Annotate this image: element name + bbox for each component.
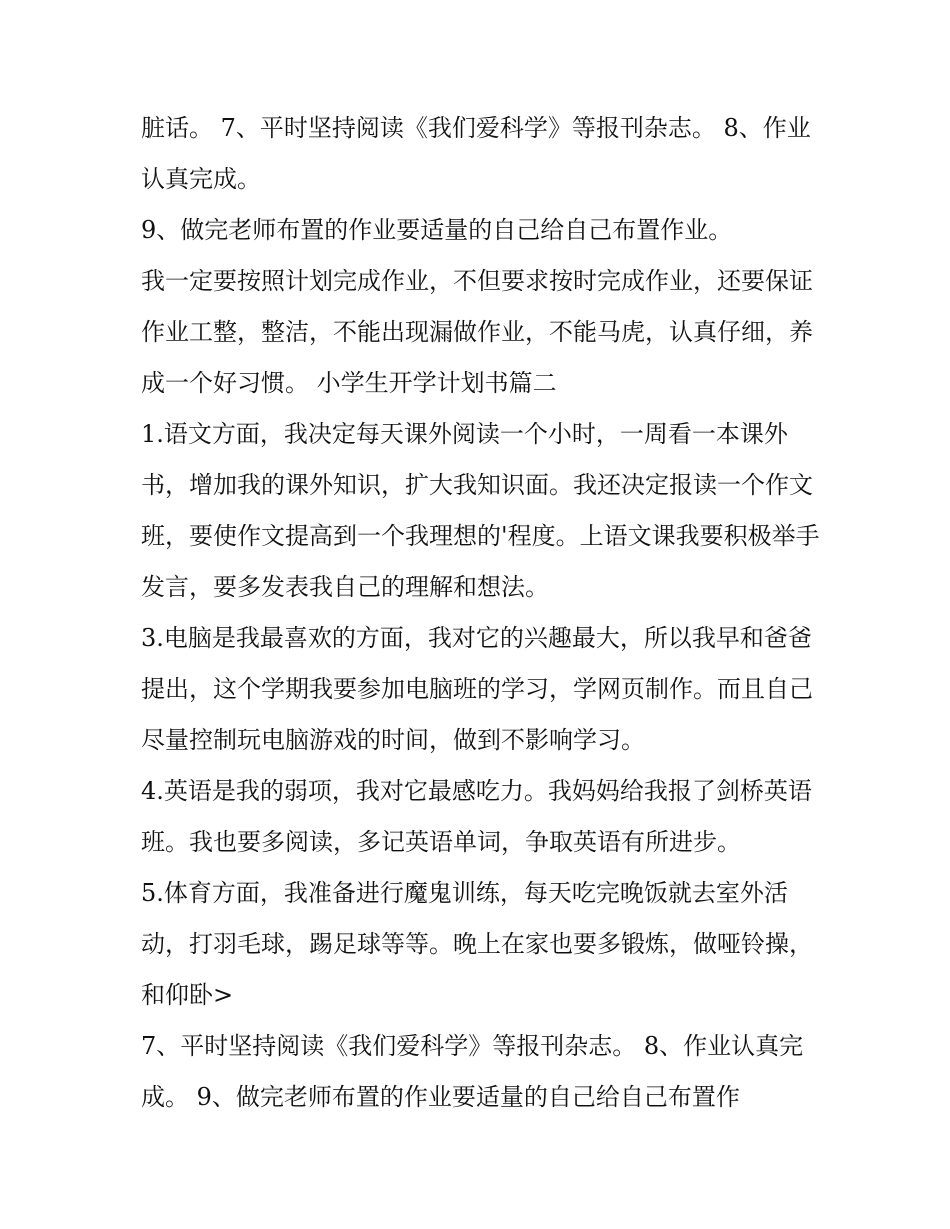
paragraph-reading-homework: 7、平时坚持阅读《我们爱科学》等报刊杂志。 8、作业认真完成。 9、做完老师布置的作业要适量的自己给自己布置作 bbox=[141, 1032, 804, 1111]
paragraph-sports-plan: 5.体育方面，我准备进行魔鬼训练，每天吃完晚饭就去室外活动，打羽毛球，踢足球等等。晚上在家也要多锻炼，做哑铃操，和仰卧> bbox=[141, 879, 813, 1009]
paragraph-chinese-plan: 1.语文方面，我决定每天课外阅读一个小时，一周看一本课外书，增加我的课外知识，扩大我知识面。我还决定报读一个作文班，要使作文提高到一个我理想的'程度。上语文课我要积极举手发言，要多发表我自己的理解和想法。 bbox=[141, 420, 820, 601]
paragraph-computer-plan: 3.电脑是我最喜欢的方面，我对它的兴趣最大，所以我早和爸爸提出，这个学期我要参加电脑班的学习，学网页制作。而且自己尽量控制玩电脑游戏的时间，做到不影响学习。 bbox=[141, 624, 813, 754]
paragraph-english-plan: 4.英语是我的弱项，我对它最感吃力。我妈妈给我报了剑桥英语班。我也要多阅读，多记英语单词，争取英语有所进步。 bbox=[141, 777, 812, 856]
paragraph-homework-rules: 脏话。 7、平时坚持阅读《我们爱科学》等报刊杂志。 8、作业认真完成。 bbox=[141, 114, 811, 193]
paragraph-homework-commitment: 我一定要按照计划完成作业，不但要求按时完成作业，还要保证作业工整，整洁，不能出现漏做作业，不能马虎，认真仔细，养成一个好习惯。 小学生开学计划书篇二 bbox=[141, 267, 813, 397]
paragraph-extra-homework: 9、做完老师布置的作业要适量的自己给自己布置作业。 bbox=[141, 216, 733, 244]
document-body bbox=[141, 103, 821, 1123]
